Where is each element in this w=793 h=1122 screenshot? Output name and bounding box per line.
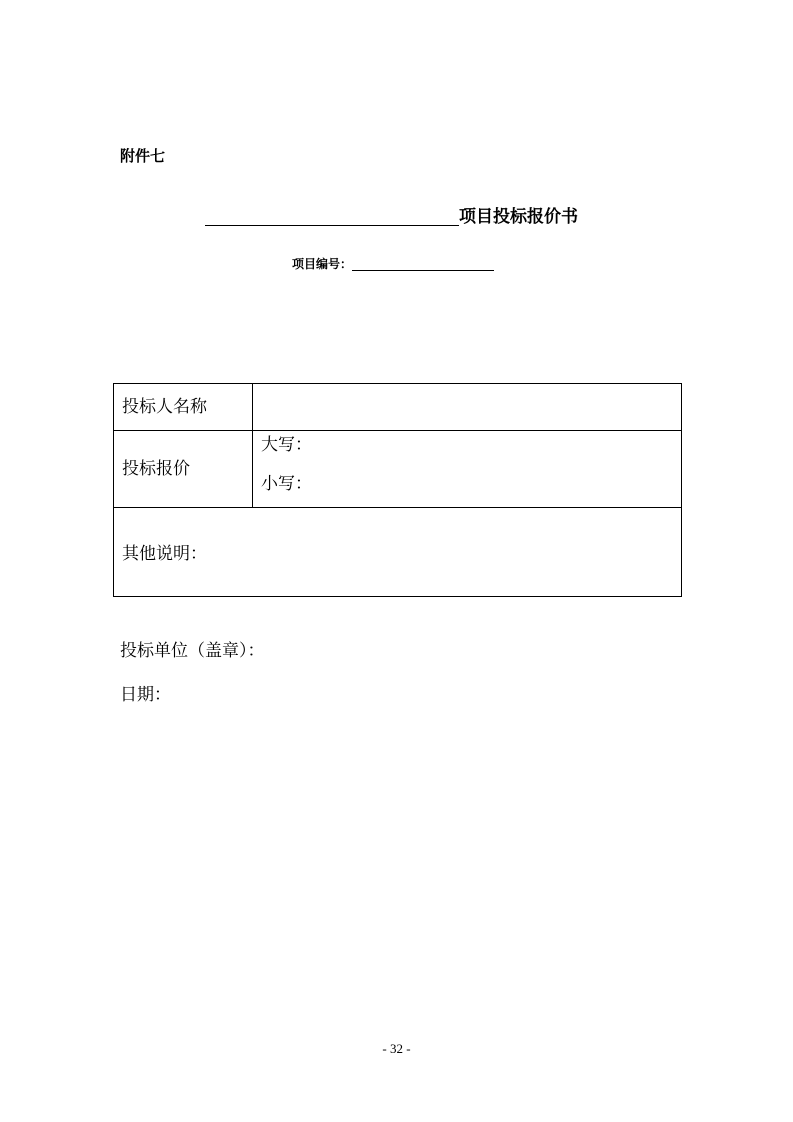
bid-price-label: 投标报价 <box>114 431 253 508</box>
other-notes-row <box>114 508 682 597</box>
project-name-blank <box>205 205 459 226</box>
project-number-label: 项目编号： <box>292 257 353 271</box>
page-number: - 32 - <box>382 1041 411 1056</box>
project-number-row <box>292 253 494 273</box>
document-title <box>205 203 578 229</box>
bid-price-value-cell <box>253 431 682 508</box>
project-number-blank <box>352 254 494 271</box>
price-lower-label: 小写： <box>261 474 312 494</box>
bidding-unit-seal-label: 投标单位（盖章）： <box>120 641 265 661</box>
document-title-text: 项目投标报价书 <box>459 207 578 227</box>
date-label: 日期： <box>120 685 171 705</box>
price-upper-label: 大写： <box>261 435 312 455</box>
bid-price-row <box>114 431 682 508</box>
bid-form-table <box>113 383 682 597</box>
bidder-name-label: 投标人名称 <box>114 384 253 431</box>
other-notes-label: 其他说明： <box>122 544 207 564</box>
bidder-name-value-cell <box>253 384 682 431</box>
other-notes-cell <box>114 508 682 597</box>
bidder-name-row <box>114 384 682 431</box>
attachment-label: 附件七 <box>120 147 166 165</box>
